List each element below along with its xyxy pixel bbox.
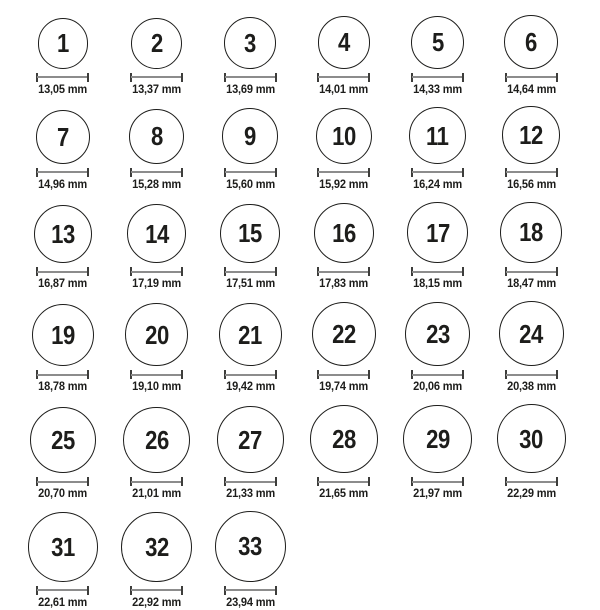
measure-tick-right-icon [462, 370, 464, 379]
ring-size-item [220, 204, 280, 291]
ring-size-item [36, 18, 89, 96]
measure-tick-right-icon [87, 370, 89, 379]
diameter-measure-line [505, 477, 558, 486]
diameter-label: 14,33 mm [413, 81, 462, 96]
ring-circle [318, 16, 370, 68]
diameter-measure-line [130, 168, 183, 177]
measure-bar [37, 589, 88, 591]
ring-circle [220, 204, 280, 264]
measure-tick-right-icon [181, 73, 183, 82]
ring-size-number: 13 [50, 219, 75, 250]
diameter-measure-line [224, 586, 277, 595]
diameter-label: 18,47 mm [506, 276, 556, 291]
measure-tick-right-icon [368, 267, 370, 276]
measure-bar [131, 76, 182, 78]
measure-bar [506, 76, 557, 78]
diameter-measure-line [224, 168, 277, 177]
measure-bar [37, 171, 88, 173]
ring-circle [502, 106, 560, 164]
ring-size-item [316, 108, 372, 192]
ring-size-number: 30 [519, 423, 544, 454]
diameter-measure-line [505, 168, 558, 177]
diameter-label: 17,83 mm [319, 276, 369, 291]
ring-size-item [125, 303, 188, 393]
ring-size-item [312, 302, 376, 394]
ring-size-number: 26 [144, 424, 169, 455]
measure-bar [131, 171, 182, 173]
diameter-label: 20,06 mm [413, 379, 462, 394]
measure-tick-right-icon [556, 168, 558, 177]
ring-circle [314, 203, 374, 263]
ring-size-item [409, 107, 466, 192]
ring-size-item [215, 511, 286, 610]
diameter-label: 21,65 mm [319, 486, 369, 501]
diameter-measure-line [36, 168, 89, 177]
diameter-label: 23,94 mm [225, 594, 275, 609]
diameter-measure-line [36, 73, 89, 82]
diameter-measure-line [411, 267, 464, 276]
ring-circle [34, 205, 92, 263]
ring-size-item [317, 16, 370, 96]
diameter-label: 17,51 mm [225, 276, 275, 291]
ring-size-item [121, 512, 191, 610]
measure-tick-right-icon [181, 586, 183, 595]
ring-size-item [314, 203, 374, 291]
measure-tick-right-icon [556, 73, 558, 82]
ring-circle [405, 302, 470, 367]
ring-size-number: 12 [519, 120, 544, 151]
diameter-label: 18,78 mm [38, 379, 88, 394]
diameter-label: 14,01 mm [319, 81, 369, 96]
diameter-measure-line [411, 73, 464, 82]
ring-size-number: 27 [238, 424, 263, 455]
ring-size-number: 28 [331, 424, 356, 455]
ring-size-item [405, 302, 470, 394]
measure-tick-right-icon [87, 477, 89, 486]
diameter-measure-line [36, 267, 89, 276]
ring-size-number: 25 [50, 425, 75, 456]
measure-tick-right-icon [462, 477, 464, 486]
diameter-label: 21,33 mm [225, 486, 275, 501]
measure-bar [225, 481, 276, 483]
ring-size-number: 32 [144, 531, 169, 562]
diameter-label: 17,19 mm [132, 276, 181, 291]
ring-size-item [222, 108, 278, 191]
ring-size-item [403, 405, 471, 501]
ring-size-number: 9 [244, 121, 257, 152]
ring-size-item [499, 301, 564, 394]
ring-size-number: 14 [144, 218, 169, 249]
diameter-measure-line [317, 267, 370, 276]
measure-tick-right-icon [275, 370, 277, 379]
measure-tick-right-icon [556, 267, 558, 276]
ring-size-item [28, 512, 98, 609]
diameter-measure-line [224, 370, 277, 379]
ring-circle [504, 15, 558, 69]
ring-circle [123, 407, 190, 474]
ring-size-item [130, 18, 183, 97]
measure-tick-right-icon [556, 370, 558, 379]
ring-size-number: 11 [426, 120, 449, 151]
measure-bar [506, 481, 557, 483]
diameter-label: 15,92 mm [319, 176, 369, 191]
measure-bar [131, 271, 182, 273]
measure-bar [225, 76, 276, 78]
diameter-measure-line [224, 73, 277, 82]
ring-size-item [500, 202, 561, 291]
ring-size-number: 33 [238, 531, 263, 562]
ring-size-number: 6 [525, 26, 538, 57]
measure-tick-right-icon [181, 370, 183, 379]
ring-size-number: 1 [56, 28, 69, 59]
ring-size-number: 15 [238, 218, 263, 249]
ring-size-item [30, 407, 96, 501]
measure-tick-right-icon [87, 168, 89, 177]
measure-bar [318, 76, 369, 78]
ring-size-number: 8 [150, 121, 163, 152]
diameter-label: 22,61 mm [38, 594, 88, 609]
measure-bar [506, 374, 557, 376]
measure-bar [412, 171, 463, 173]
ring-circle [312, 302, 376, 366]
diameter-measure-line [224, 267, 277, 276]
measure-tick-right-icon [462, 267, 464, 276]
ring-size-item [411, 16, 464, 97]
ring-circle [38, 18, 89, 69]
ring-size-item [217, 406, 284, 501]
diameter-label: 16,87 mm [38, 276, 88, 291]
ring-size-number: 21 [238, 319, 263, 350]
measure-bar [225, 589, 276, 591]
diameter-measure-line [411, 370, 464, 379]
measure-bar [412, 76, 463, 78]
measure-tick-right-icon [556, 477, 558, 486]
ring-size-number: 17 [425, 217, 450, 248]
measure-bar [131, 481, 182, 483]
diameter-measure-line [505, 73, 558, 82]
ring-size-number: 31 [50, 532, 75, 562]
diameter-label: 19,10 mm [132, 379, 181, 394]
diameter-measure-line [505, 267, 558, 276]
diameter-measure-line [317, 168, 370, 177]
ring-circle [497, 404, 566, 473]
ring-size-item [407, 202, 468, 290]
ring-circle [310, 405, 378, 473]
measure-bar [37, 374, 88, 376]
ring-size-number: 22 [331, 319, 356, 350]
measure-bar [412, 374, 463, 376]
ring-circle [125, 303, 188, 366]
ring-size-number: 24 [519, 318, 544, 349]
ring-size-number: 7 [56, 121, 69, 152]
ring-size-number: 18 [519, 217, 544, 248]
ring-circle [131, 18, 182, 69]
ring-size-item [34, 205, 92, 291]
measure-bar [412, 271, 463, 273]
ring-size-item [497, 404, 566, 501]
ring-circle [219, 303, 282, 366]
diameter-label: 14,64 mm [506, 81, 556, 96]
measure-tick-right-icon [368, 370, 370, 379]
ring-size-item [219, 303, 282, 394]
measure-bar [37, 76, 88, 78]
diameter-measure-line [505, 370, 558, 379]
diameter-label: 13,69 mm [225, 81, 275, 96]
ring-size-item [32, 304, 94, 394]
ring-circle [316, 108, 372, 164]
measure-tick-right-icon [275, 168, 277, 177]
diameter-measure-line [130, 370, 183, 379]
diameter-measure-line [130, 267, 183, 276]
ring-circle [121, 512, 191, 582]
ring-size-item [504, 15, 558, 96]
measure-tick-right-icon [462, 168, 464, 177]
diameter-measure-line [411, 168, 464, 177]
ring-circle [215, 511, 286, 582]
diameter-measure-line [130, 586, 183, 595]
diameter-label: 20,38 mm [506, 379, 556, 394]
diameter-measure-line [130, 477, 183, 486]
measure-bar [131, 374, 182, 376]
ring-circle [222, 108, 278, 164]
measure-tick-right-icon [368, 73, 370, 82]
diameter-label: 15,28 mm [132, 176, 181, 191]
diameter-measure-line [36, 370, 89, 379]
measure-tick-right-icon [87, 73, 89, 82]
diameter-measure-line [317, 370, 370, 379]
measure-bar [318, 271, 369, 273]
ring-circle [224, 17, 276, 69]
measure-bar [225, 271, 276, 273]
diameter-label: 15,60 mm [225, 176, 275, 191]
measure-bar [131, 589, 182, 591]
diameter-label: 13,37 mm [132, 81, 181, 96]
measure-bar [37, 271, 88, 273]
ring-size-number: 10 [331, 120, 356, 151]
measure-tick-right-icon [275, 73, 277, 82]
measure-bar [506, 171, 557, 173]
ring-size-item [36, 110, 90, 192]
diameter-measure-line [36, 586, 89, 595]
ring-circle [409, 107, 466, 164]
ring-size-number: 29 [425, 423, 450, 454]
measure-bar [318, 374, 369, 376]
measure-tick-right-icon [368, 477, 370, 486]
diameter-label: 22,92 mm [132, 594, 181, 609]
ring-size-item [123, 407, 190, 501]
diameter-measure-line [130, 73, 183, 82]
ring-circle [403, 405, 471, 473]
ring-size-number: 19 [50, 320, 75, 351]
diameter-label: 19,42 mm [225, 379, 275, 394]
ring-circle [411, 16, 464, 69]
ring-circle [28, 512, 98, 582]
diameter-label: 22,29 mm [506, 486, 556, 501]
ring-size-number: 5 [431, 27, 444, 58]
ring-size-item [310, 405, 378, 501]
ring-circle [36, 110, 90, 164]
measure-bar [506, 271, 557, 273]
diameter-label: 14,96 mm [38, 176, 88, 191]
ring-size-number: 23 [425, 318, 450, 349]
ring-size-item [224, 17, 277, 97]
ring-size-item [127, 204, 186, 291]
measure-tick-right-icon [275, 586, 277, 595]
ring-size-number: 16 [331, 218, 356, 249]
diameter-label: 13,05 mm [38, 81, 88, 96]
measure-tick-right-icon [181, 267, 183, 276]
measure-bar [318, 171, 369, 173]
diameter-measure-line [317, 73, 370, 82]
diameter-measure-line [317, 477, 370, 486]
ring-circle [30, 407, 96, 473]
ring-circle [499, 301, 564, 366]
ring-circle [407, 202, 468, 263]
ring-size-item [502, 106, 560, 191]
diameter-label: 16,56 mm [506, 176, 556, 191]
measure-bar [318, 481, 369, 483]
measure-tick-right-icon [368, 168, 370, 177]
ring-circle [32, 304, 94, 366]
measure-tick-right-icon [275, 477, 277, 486]
ring-circle [127, 204, 186, 263]
diameter-label: 21,01 mm [132, 486, 181, 501]
diameter-measure-line [36, 477, 89, 486]
diameter-label: 16,24 mm [413, 176, 462, 191]
ring-size-item [129, 109, 184, 192]
diameter-measure-line [411, 477, 464, 486]
ring-circle [217, 406, 284, 473]
ring-circle [500, 202, 561, 263]
diameter-measure-line [224, 477, 277, 486]
ring-size-number: 20 [144, 319, 169, 350]
diameter-label: 18,15 mm [413, 276, 462, 291]
ring-size-number: 4 [337, 27, 350, 58]
ring-size-number: 2 [150, 28, 163, 59]
measure-tick-right-icon [181, 477, 183, 486]
ring-size-number: 3 [244, 27, 257, 58]
measure-tick-right-icon [87, 586, 89, 595]
measure-tick-right-icon [181, 168, 183, 177]
measure-tick-right-icon [275, 267, 277, 276]
diameter-label: 20,70 mm [38, 486, 88, 501]
ring-circle [129, 109, 184, 164]
measure-bar [225, 171, 276, 173]
diameter-label: 21,97 mm [413, 486, 462, 501]
measure-bar [412, 481, 463, 483]
measure-bar [37, 481, 88, 483]
diameter-label: 19,74 mm [319, 379, 369, 394]
measure-tick-right-icon [462, 73, 464, 82]
measure-bar [225, 374, 276, 376]
measure-tick-right-icon [87, 267, 89, 276]
